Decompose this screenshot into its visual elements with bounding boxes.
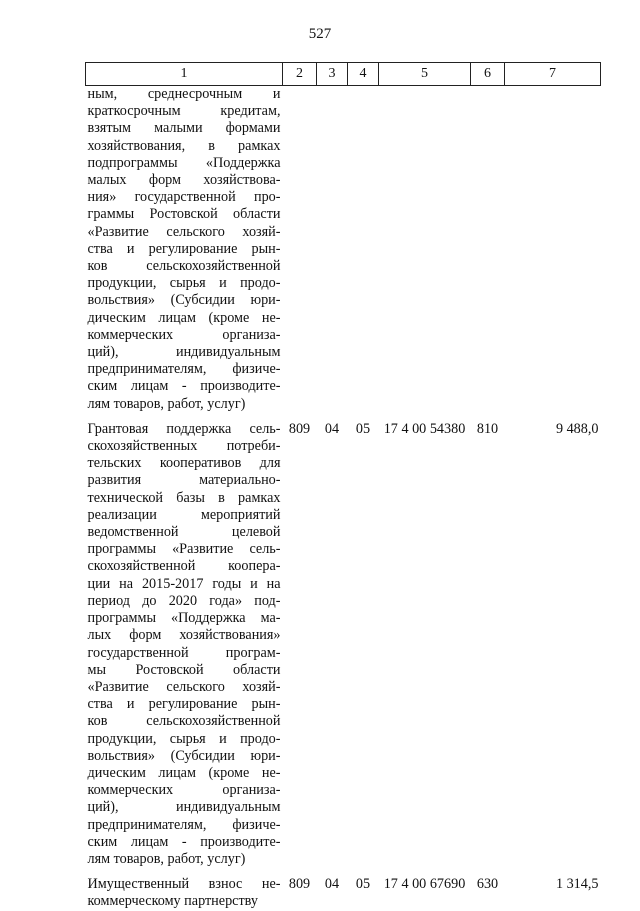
description-line: период до 2020 года» под- [87,592,281,609]
description-line: ским лицам - производите- [87,833,281,850]
expense-type-code: 810 [476,420,499,437]
description-line: продукции, сырья и продо- [87,275,281,292]
ministry-code: 809 [288,876,311,893]
description-line: коммерческих организа- [87,782,281,799]
column-header: 7 [505,63,601,86]
row-spacer-cell [86,868,601,876]
description-line: «Развитие сельского хозяй- [87,223,281,240]
table-row [86,421,601,868]
description-line: дическим лицам (кроме не- [87,309,281,326]
description-line: скохозяйственной коопера- [87,558,281,575]
description-line: коммерческих организа- [87,326,281,343]
description-line: реализации мероприятий [87,506,281,523]
description-line: хозяйствования, в рамках [87,137,281,154]
description-line: лых форм хозяйствования» [87,627,281,644]
description-line: скохозяйственных потреби- [87,438,281,455]
target-article-code [379,86,471,413]
section-code [317,86,348,413]
column-header: 1 [86,63,283,86]
column-header: 6 [471,63,505,86]
description-line: ным, среднесрочным и [87,86,281,102]
subsection-code [348,86,379,413]
description-line: малых форм хозяйствова- [87,172,281,189]
description-line: ским лицам - производите- [87,378,281,395]
expense-type-code: 630 [476,876,499,893]
table-header-row [86,63,601,86]
description-line: ства и регулирование рын- [87,240,281,257]
description-line: вольствия» (Субсидии юри- [87,747,281,764]
description-line: мы Ростовской области [87,661,281,678]
description-line: Грантовая поддержка сель- [87,420,281,437]
subsection-code: 05 [355,876,371,893]
description-line: лям товаров, работ, услуг) [87,850,246,867]
ministry-code: 809 [288,420,311,437]
description-line: продукции, сырья и продо- [87,730,281,747]
description-line: развития материально- [87,472,281,489]
section-code: 04 [324,876,340,893]
description-line: краткосрочным кредитам, [87,103,281,120]
column-header: 5 [379,63,471,86]
description-line: подпрограммы «Поддержка [87,154,281,171]
amount: 1 314,5 [555,876,599,893]
description-line: дическим лицам (кроме не- [87,764,281,781]
description-line: коммерческому партнерству [87,893,258,910]
description-line: граммы Ростовской области [87,206,281,223]
description-line: технической базы в рамках [87,489,281,506]
column-header: 4 [348,63,379,86]
column-header: 2 [283,63,317,86]
row-spacer [86,868,601,876]
description-line: ков сельскохозяйственной [87,713,281,730]
row-description [86,421,283,868]
table-row [86,876,601,910]
row-description [86,876,283,910]
description-line: ций), индивидуальным [87,344,281,361]
description-line: Имущественный взнос не- [87,876,281,893]
column-header: 3 [317,63,348,86]
page-number: 527 [308,26,332,42]
subsection-code: 05 [355,420,371,437]
target-article-code: 17 4 00 54380 [383,420,466,437]
description-line: «Развитие сельского хозяй- [87,678,281,695]
amount [505,86,601,413]
description-line: предпринимателям, физиче- [87,361,281,378]
ministry-code [283,86,317,413]
description-line: ства и регулирование рын- [87,696,281,713]
description-line: ций), индивидуальным [87,799,281,816]
amount: 9 488,0 [555,420,599,437]
description-line: ния» государственной про- [87,189,281,206]
row-spacer [86,413,601,421]
description-line: ков сельскохозяйственной [87,258,281,275]
row-spacer-cell [86,413,601,421]
expense-type-code [471,86,505,413]
description-line: ведомственной целевой [87,524,281,541]
description-line: программы «Поддержка ма- [87,610,281,627]
section-code: 04 [324,420,340,437]
description-line: ции на 2015-2017 годы и на [87,575,281,592]
description-line: вольствия» (Субсидии юри- [87,292,281,309]
description-line: тельских кооперативов для [87,455,281,472]
description-line: взятым малыми формами [87,120,281,137]
description-line: предпринимателям, физиче- [87,816,281,833]
description-line: лям товаров, работ, услуг) [87,395,246,412]
description-line: государственной програм- [87,644,281,661]
row-description [86,86,283,413]
table-row [86,86,601,413]
description-line: программы «Развитие сель- [87,541,281,558]
target-article-code: 17 4 00 67690 [383,876,466,893]
budget-table [85,62,601,911]
